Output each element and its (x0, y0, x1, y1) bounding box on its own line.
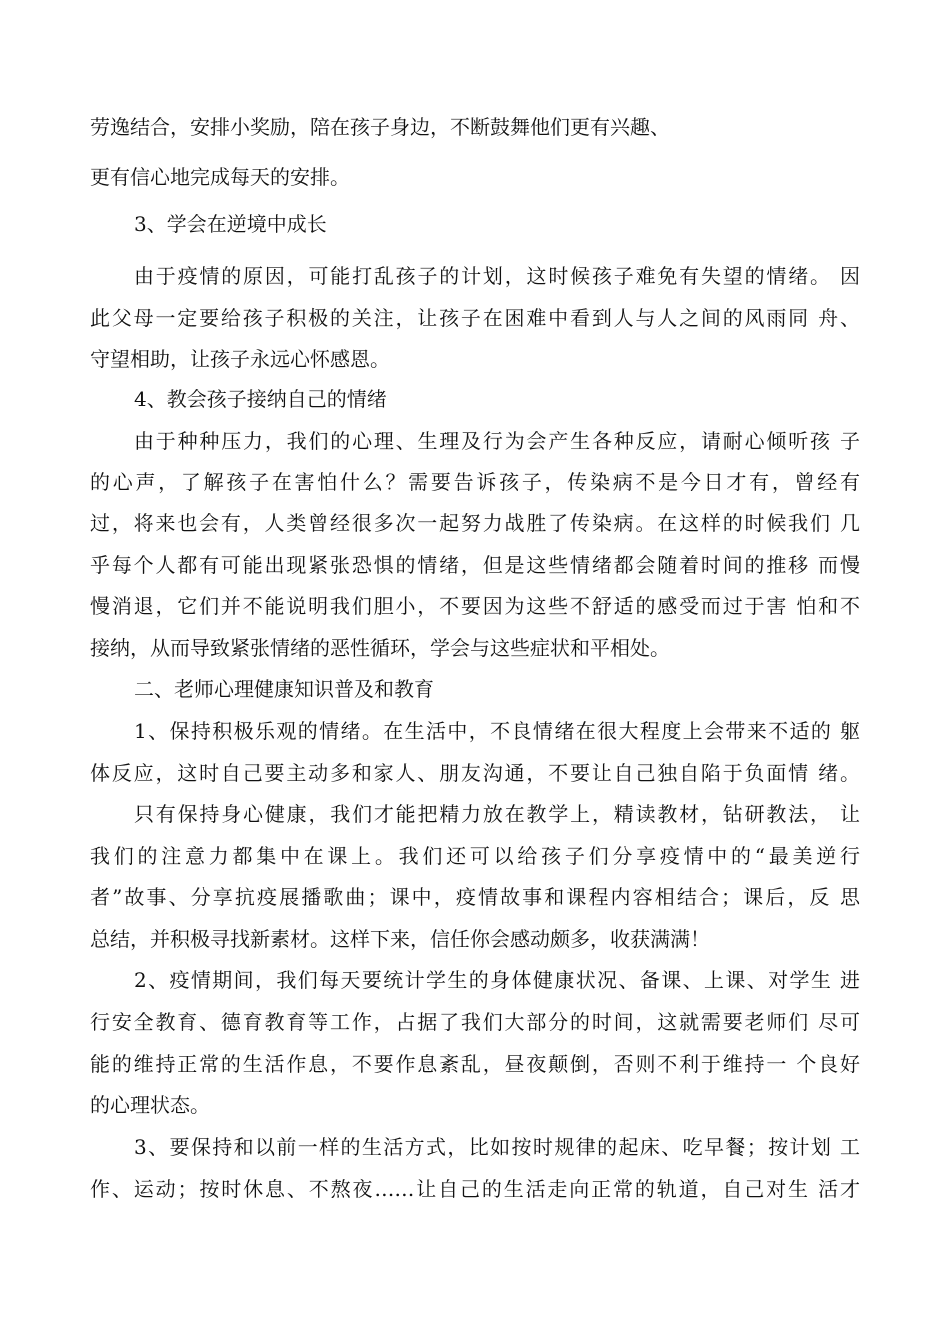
text-line: 更有信心地完成每天的安排。 (90, 165, 350, 189)
text-line: 劳逸结合，安排小奖励，陪在孩子身边，不断鼓舞他们更有兴趣、 (90, 115, 670, 139)
text-line: 慢消退，它们并不能说明我们胆小，不要因为这些不舒适的感受而过于害 怕和不 (90, 594, 860, 618)
text-line: 接纳，从而导致紧张情绪的恶性循环，学会与这些症状和平相处。 (90, 636, 670, 660)
text-line: 由于疫情的原因，可能打乱孩子的计划，这时候孩子难免有失望的情绪。 因 (134, 264, 860, 288)
text-line: 我们的注意力都集中在课上。我们还可以给孩子们分享疫情中的“最美逆行 (90, 844, 860, 868)
text-line: 过，将来也会有，人类曾经很多次一起努力战胜了传染病。在这样的时候我们 几 (90, 511, 860, 535)
text-line: 2、疫情期间，我们每天要统计学生的身体健康状况、备课、上课、对学生 进 (134, 968, 860, 992)
text-line: 总结，并积极寻找新素材。这样下来，信任你会感动颇多，收获满满！ (90, 927, 710, 951)
text-line: 行安全教育、德育教育等工作，占据了我们大部分的时间，这就需要老师们 尽可 (90, 1010, 860, 1034)
document-page (90, 0, 860, 1344)
text-line: 的心理状态。 (90, 1093, 210, 1117)
text-line: 守望相助，让孩子永远心怀感恩。 (90, 347, 390, 371)
text-line: 能的维持正常的生活作息，不要作息紊乱，昼夜颠倒，否则不利于维持一 个良好 (90, 1052, 860, 1076)
text-line: 作、运动；按时休息、不熬夜……让自己的生活走向正常的轨道，自己对生 活才 (90, 1177, 860, 1201)
section-heading: 二、老师心理健康知识普及和教育 (134, 677, 434, 701)
text-line: 此父母一定要给孩子积极的关注，让孩子在困难中看到人与人之间的风雨同 舟、 (90, 306, 860, 330)
text-line: 者”故事、分享抗疫展播歌曲；课中，疫情故事和课程内容相结合；课后，反 思 (90, 885, 860, 909)
text-line: 3、要保持和以前一样的生活方式，比如按时规律的起床、吃早餐；按计划 工 (134, 1135, 860, 1159)
text-line: 乎每个人都有可能出现紧张恐惧的情绪，但是这些情绪都会随着时间的推移 而慢 (90, 553, 860, 577)
text-line: 只有保持身心健康，我们才能把精力放在教学上，精读教材，钻研教法， 让 (134, 802, 860, 826)
text-line: 体反应，这时自己要主动多和家人、朋友沟通，不要让自己独自陷于负面情 绪。 (90, 761, 860, 785)
section-heading: 4、教会孩子接纳自己的情绪 (134, 387, 387, 411)
section-heading: 3、学会在逆境中成长 (134, 212, 327, 236)
text-line: 1、保持积极乐观的情绪。在生活中，不良情绪在很大程度上会带来不适的 躯 (134, 719, 860, 743)
text-line: 的心声，了解孩子在害怕什么？需要告诉孩子，传染病不是今日才有，曾经有 (90, 470, 860, 494)
text-line: 由于种种压力，我们的心理、生理及行为会产生各种反应，请耐心倾听孩 子 (134, 429, 860, 453)
